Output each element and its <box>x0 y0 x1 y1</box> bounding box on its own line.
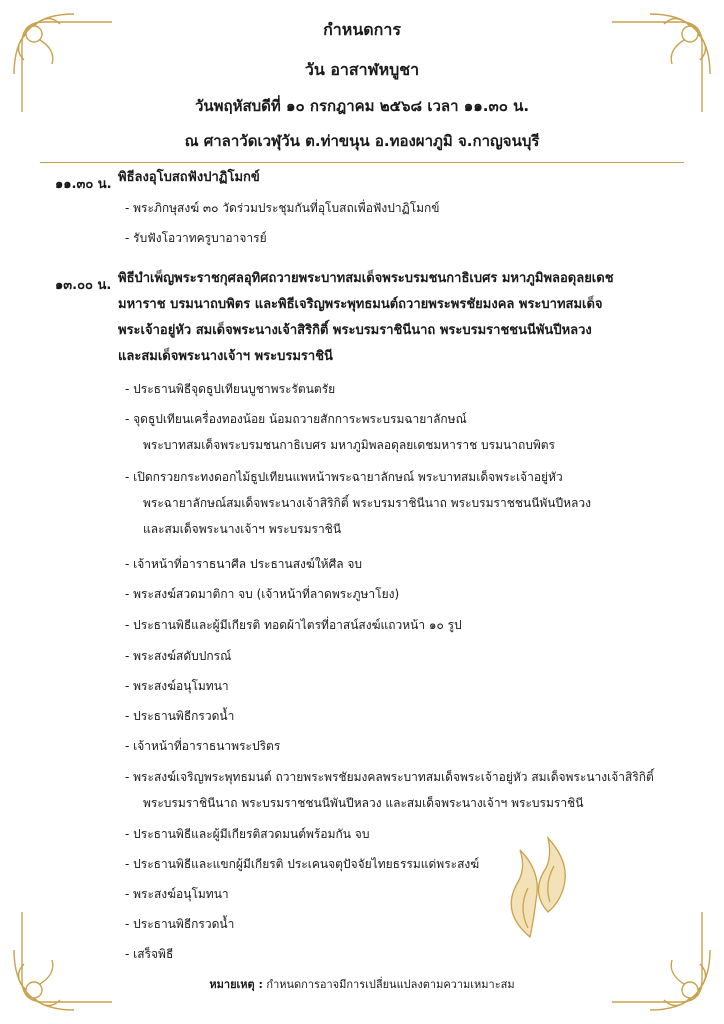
session-1-time: ๑๑.๓๐ น. <box>55 177 112 192</box>
page-title: กำหนดการ <box>323 20 401 39</box>
event-day: วัน อาสาฬหบูชา <box>304 60 420 79</box>
list-item: - รับฟังโอวาทครูบาอาจารย์ <box>125 231 267 245</box>
list-item-continuation: พระบาทสมเด็จพระบรมชนกาธิเบศร มหาภูมิพลอดุลยเดชมหาราช บรมนาถบพิตร <box>143 438 555 452</box>
list-item: - จุดธูปเทียนเครื่องทองน้อย น้อมถวายสักการะพระบรมฉายาลักษณ์ <box>125 412 467 426</box>
session-2-heading-line: และสมเด็จพระนางเจ้าฯ พระบรมราชินี <box>118 349 333 364</box>
list-item: - ประธานพิธีและผู้มีเกียรติสวดมนต์พร้อมกัน จบ <box>125 827 370 841</box>
list-item: - พระสงฆ์อนุโมทนา <box>125 679 229 693</box>
header-divider <box>40 162 684 163</box>
list-item-continuation: พระฉายาลักษณ์สมเด็จพระนางเจ้าสิริกิติ์ พระบรมราชินีนาถ พระบรมราชชนนีพันปีหลวง <box>143 496 591 510</box>
list-item: - ประธานพิธีจุดธูปเทียนบูชาพระรัตนตรัย <box>125 382 336 396</box>
list-item: - พระสงฆ์อนุโมทนา <box>125 887 229 901</box>
note-text: กำหนดการอาจมีการเปลี่ยนแปลงตามความเหมาะสม <box>262 978 515 991</box>
list-item-continuation: พระบรมราชินีนาถ พระบรมราชชนนีพันปีหลวง และสมเด็จพระนางเจ้าฯ พระบรมราชินี <box>143 796 584 810</box>
list-item: - ประธานพิธีและผู้มีเกียรติ ทอดผ้าไตรที่อาสน์สงฆ์แถวหน้า ๑๐ รูป <box>125 618 462 632</box>
event-date: วันพฤหัสบดีที่ ๑๐ กรกฎาคม ๒๕๖๘ เวลา ๑๑.๓๐ น. <box>194 97 530 115</box>
footer-note <box>0 975 724 993</box>
list-item: - ประธานพิธีและแขกผู้มีเกียรติ ประเคนจตุปัจจัยไทยธรรมแด่พระสงฆ์ <box>125 857 480 871</box>
list-item: - เปิดกรวยกระทงดอกไม้ธูปเทียนแพหน้าพระฉายาลักษณ์ พระบาทสมเด็จพระเจ้าอยู่หัว <box>125 470 563 484</box>
list-item-continuation: และสมเด็จพระนางเจ้าฯ พระบรมราชินี <box>143 522 342 536</box>
candle-flame-icon <box>490 832 580 942</box>
event-place: ณ ศาลาวัดเวฬุวัน ต.ท่าขนุน อ.ทองผาภูมิ จ.กาญจนบุรี <box>184 132 540 150</box>
list-item: - พระสงฆ์สดับปกรณ์ <box>125 649 232 663</box>
session-1-heading: พิธีลงอุโบสถฟังปาฏิโมกข์ <box>118 170 260 185</box>
corner-ornament-bottom-left <box>4 910 114 1020</box>
list-item: - เสร็จพิธี <box>125 947 174 961</box>
list-item: - ประธานพิธีกรวดน้ำ <box>125 709 235 723</box>
session-2-heading-line: พระเจ้าอยู่หัว สมเด็จพระนางเจ้าสิริกิติ์ พระบรมราชินีนาถ พระบรมราชชนนีพันปีหลวง <box>118 323 592 338</box>
session-2-heading-line: มหาราช บรมนาถบพิตร และพิธีเจริญพระพุทธมนต์ถวายพระพรชัยมงคล พระบาทสมเด็จ <box>118 297 603 312</box>
session-2-time: ๑๓.๐๐ น. <box>55 278 112 293</box>
list-item: - เจ้าหน้าที่อาราธนาศีล ประธานสงฆ์ให้ศีล จบ <box>125 557 363 571</box>
ornament-corner-icon <box>4 910 114 1020</box>
list-item: - ประธานพิธีกรวดน้ำ <box>125 917 235 931</box>
list-item: - พระสงฆ์สวดมาติกา จบ (เจ้าหน้าที่ลาดพระภูษาโยง) <box>125 587 400 601</box>
list-item: - เจ้าหน้าที่อาราธนาพระปริตร <box>125 739 281 753</box>
list-item: - พระสงฆ์เจริญพระพุทธมนต์ ถวายพระพรชัยมงคลพระบาทสมเด็จพระเจ้าอยู่หัว สมเด็จพระนางเจ้าสิริกิติ์ <box>125 770 654 784</box>
list-item: - พระภิกษุสงฆ์ ๓๐ วัดร่วมประชุมกันที่อุโบสถเพื่อฟังปาฏิโมกข์ <box>125 201 440 215</box>
note-label: หมายเหตุ : <box>209 978 263 991</box>
session-2-heading-line: พิธีบำเพ็ญพระราชกุศลอุทิศถวายพระบาทสมเด็จพระบรมชนกาธิเบศร มหาภูมิพลอดุลยเดช <box>118 271 614 286</box>
